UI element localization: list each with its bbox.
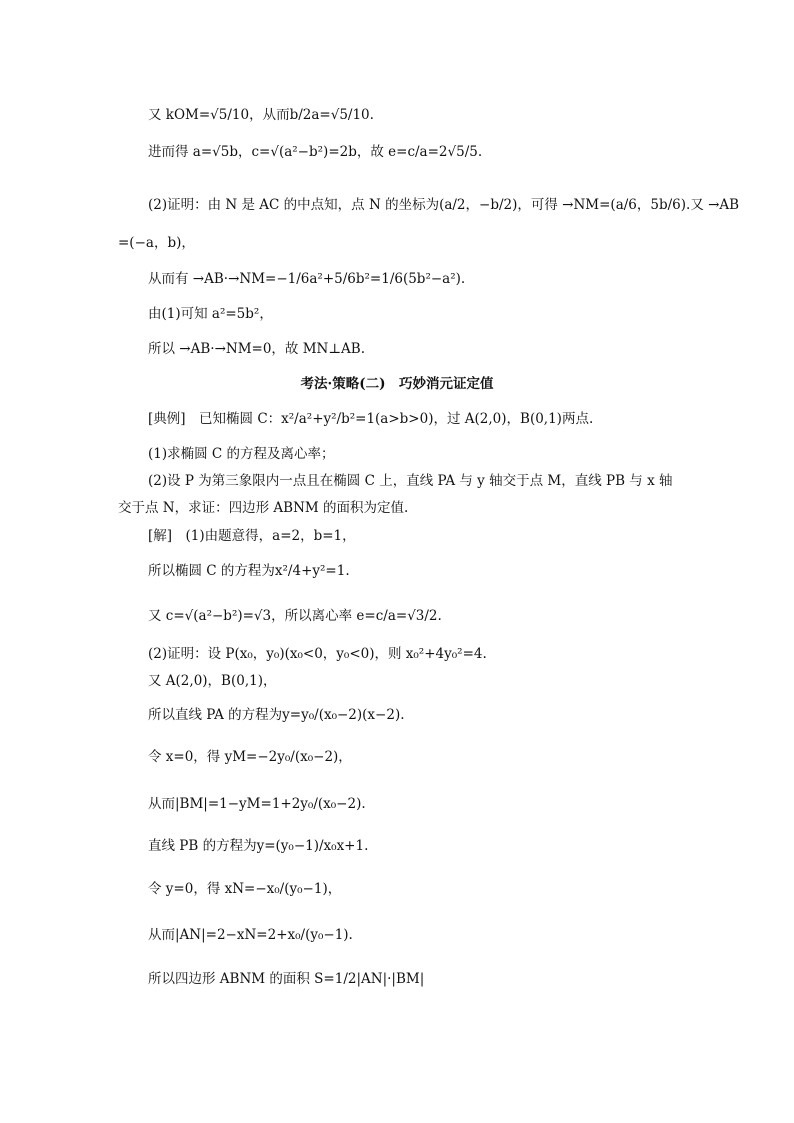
text-line: (2)证明：设 P(x₀，y₀)(x₀<0，y₀<0)，则 x₀²+4y₀²=4. — [148, 646, 487, 662]
text-line: 令 x=0，得 yM=−2y₀/(x₀−2)， — [148, 749, 352, 765]
text-line: 从而|AN|=2−xN=2+x₀/(y₀−1). — [148, 927, 353, 943]
text-line: 又 A(2,0)，B(0,1)， — [148, 673, 277, 689]
text-line: 又 kOM=√5/10，从而b/2a=√5/10. — [148, 107, 374, 123]
text-line: 所以椭圆 C 的方程为x²/4+y²=1. — [148, 563, 350, 579]
section-heading: 考法·策略(二) 巧妙消元证定值 — [300, 376, 494, 392]
text-line: 由(1)可知 a²=5b²， — [148, 306, 273, 322]
text-line: [解] (1)由题意得，a=2，b=1， — [148, 528, 356, 544]
text-line: 交于点 N，求证：四边形 ABNM 的面积为定值. — [118, 500, 409, 516]
text-line: (2)设 P 为第三象限内一点且在椭圆 C 上，直线 PA 与 y 轴交于点 M，直线 PB 与 x 轴 — [148, 473, 673, 489]
text-line: 所以四边形 ABNM 的面积 S=1/2|AN|·|BM| — [148, 971, 425, 987]
text-line: 又 c=√(a²−b²)=√3，所以离心率 e=c/a=√3/2. — [148, 608, 442, 624]
text-line: 所以 →AB·→NM=0，故 MN⊥AB. — [148, 341, 365, 357]
text-line: [典例] 已知椭圆 C：x²/a²+y²/b²=1(a>b>0)，过 A(2,0)，B(0,1)两点. — [148, 411, 594, 427]
text-line: 进而得 a=√5b，c=√(a²−b²)=2b，故 e=c/a=2√5/5. — [148, 144, 483, 160]
text-line: 所以直线 PA 的方程为y=y₀/(x₀−2)(x−2). — [148, 707, 405, 723]
text-line: (1)求椭圆 C 的方程及离心率； — [148, 446, 335, 462]
text-line: 令 y=0，得 xN=−x₀/(y₀−1)， — [148, 881, 342, 897]
text-line: =(−a，b)， — [118, 235, 195, 251]
text-line: 从而|BM|=1−yM=1+2y₀/(x₀−2). — [148, 796, 366, 812]
text-line: 直线 PB 的方程为y=(y₀−1)/x₀x+1. — [148, 838, 369, 854]
text-line: 从而有 →AB·→NM=−1/6a²+5/6b²=1/6(5b²−a²). — [148, 271, 466, 287]
text-line: (2)证明：由 N 是 AC 的中点知，点 N 的坐标为(a/2，−b/2)，可得 →NM=(a/6，5b/6).又 →AB — [148, 197, 740, 213]
